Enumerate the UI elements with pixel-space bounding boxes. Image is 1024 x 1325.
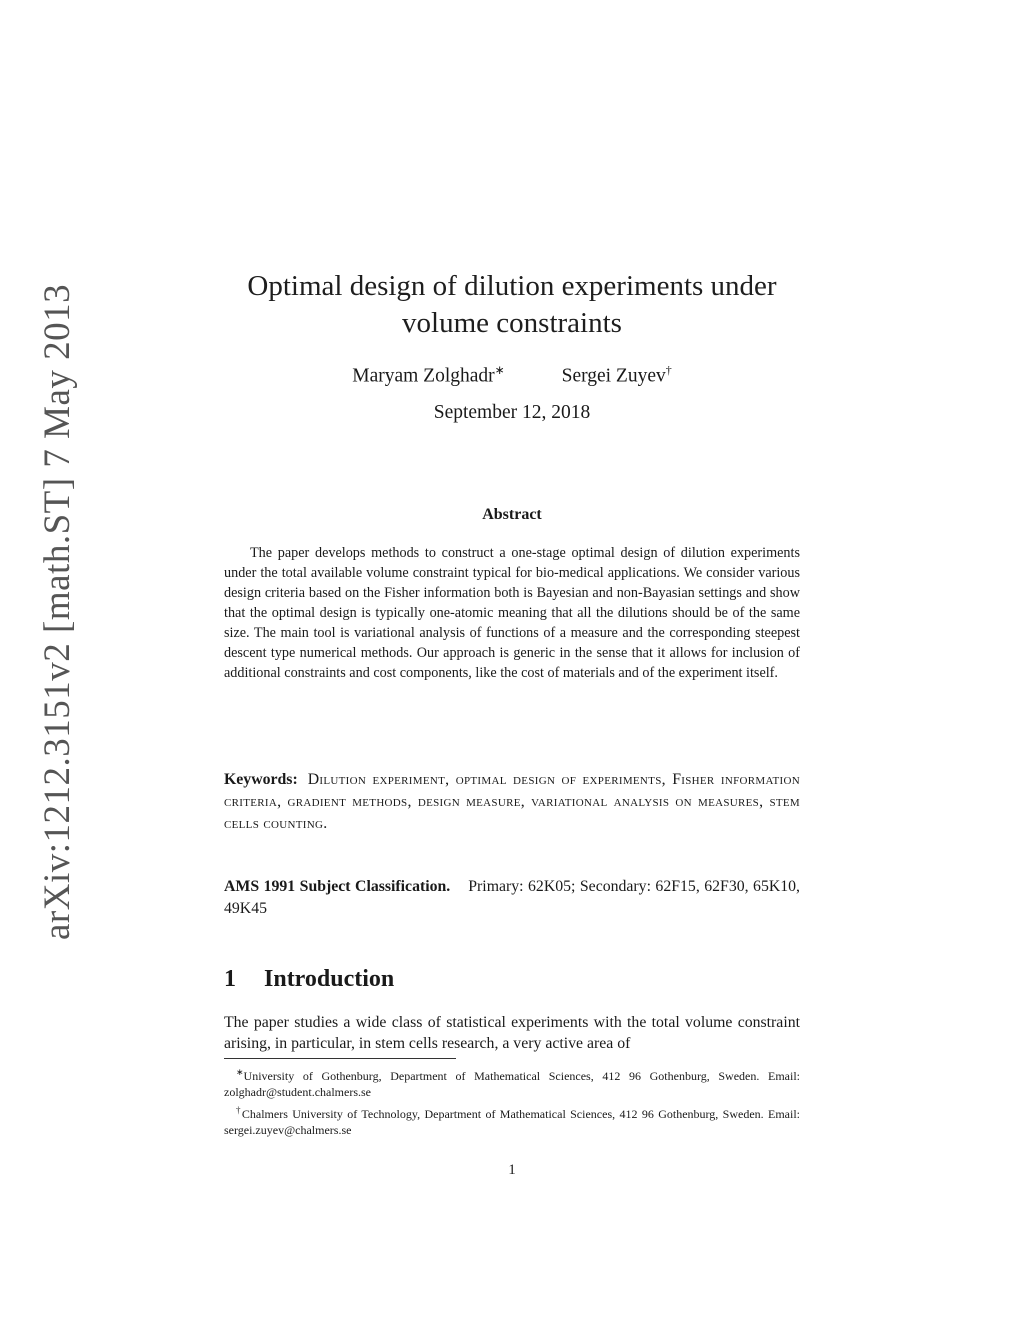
introduction-paragraph: The paper studies a wide class of statistical experiments with the total volume constraint arising, in particular, in stem cells research, a very active area of	[224, 1014, 800, 1052]
section-heading-introduction	[224, 966, 394, 993]
ams-classification	[224, 876, 800, 920]
footnote-2-mark: †	[236, 1105, 242, 1115]
footnote-separator	[224, 1058, 456, 1059]
keywords-text: Dilution experiment, optimal design of experiments, Fisher information criteria, gradient methods, design measure, variational analysis on measures, stem cells counting.	[224, 771, 800, 832]
footnote-1-mark: ∗	[236, 1067, 244, 1077]
abstract-body: The paper develops methods to construct a one-stage optimal design of dilution experiments under the total available volume constraint typical for bio-medical applications. We consider various design criteria based on the Fisher information both is Bayesian and non-Bayasian settings and show that the optimal design is typically one-atomic meaning that all the dilutions should be of the same size. The main tool is variational analysis of functions of a measure and the corresponding steepest descent type numerical methods. Our approach is generic in the sense that it allows for inclusion of additional constraints and cost components, like the cost of materials and of the experiment itself.	[224, 545, 800, 681]
author-1-name: Maryam Zolghadr	[352, 365, 495, 387]
ams-classification-text: Primary: 62K05; Secondary: 62F15, 62F30, 65K10, 49K45	[224, 878, 801, 917]
keywords-paragraph	[224, 769, 800, 835]
paper-title-line-1: Optimal design of dilution experiments under	[247, 270, 777, 302]
author-2	[562, 363, 672, 388]
section-title: Introduction	[264, 966, 395, 992]
arxiv-identifier-stamp: arXiv:1212.3151v2 [math.ST] 7 May 2013	[37, 283, 78, 940]
footnote-1	[224, 1064, 800, 1100]
author-2-name: Sergei Zuyev	[561, 365, 666, 387]
footnote-2-text: Chalmers University of Technology, Department of Mathematical Sciences, 412 96 Gothenburg, Sweden. Email: sergei.zuyev@chalmers.se	[224, 1107, 801, 1137]
ams-classification-label: AMS 1991 Subject Classification.	[224, 878, 451, 895]
paper-title-line-2: volume constraints	[402, 307, 622, 339]
footnote-2	[224, 1102, 800, 1138]
keywords-label: Keywords:	[224, 771, 298, 788]
footnotes	[224, 1064, 800, 1140]
section-number: 1	[224, 966, 236, 992]
footnote-1-text: University of Gothenburg, Department of Mathematical Sciences, 412 96 Gothenburg, Sweden. Email: zolghadr@student.chalmers.se	[224, 1069, 800, 1099]
author-1	[352, 363, 504, 388]
author-list	[0, 363, 1024, 388]
publication-date: September 12, 2018	[433, 402, 591, 423]
author-1-footnote-mark: ∗	[494, 363, 505, 377]
author-2-footnote-mark: †	[665, 363, 672, 377]
paper-title	[0, 268, 1024, 342]
abstract-heading: Abstract	[482, 506, 542, 523]
page-number: 1	[508, 1162, 516, 1178]
